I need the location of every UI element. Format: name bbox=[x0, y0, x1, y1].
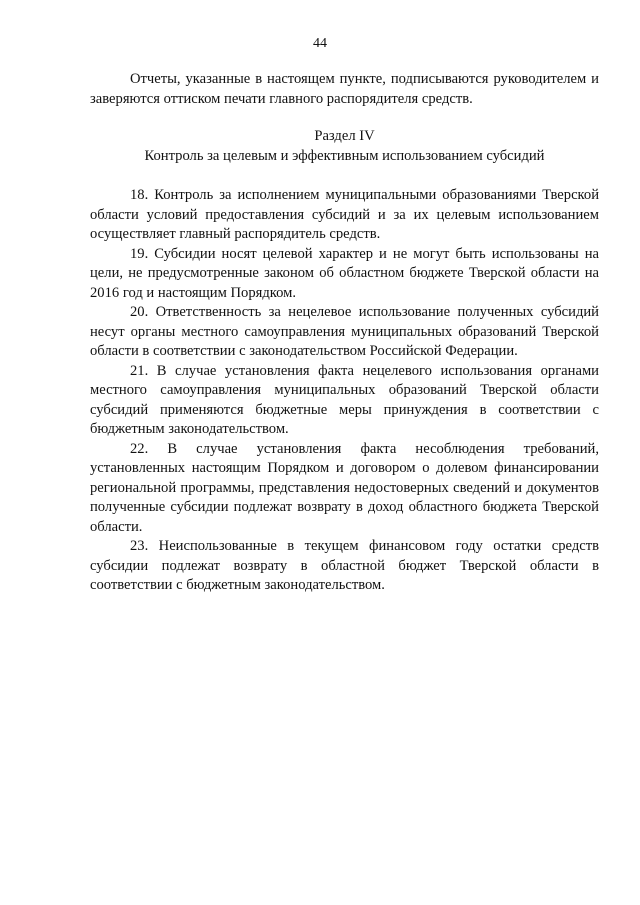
section-title: Контроль за целевым и эффективным использованием субсидий bbox=[144, 147, 545, 164]
paragraph-19: 19. Субсидии носят целевой характер и не могут быть использованы на цели, не предусмотренные законом об областном бюджете Тверской области на 2016 год и настоящим Порядком. bbox=[90, 245, 599, 301]
page-number: 44 bbox=[313, 36, 327, 51]
paragraph-18: 18. Контроль за исполнением муниципальными образованиями Тверской области условий предоставления субсидий и за их целевым использованием осуществляет главный распорядитель средств. bbox=[90, 187, 599, 242]
section-heading: Раздел IV bbox=[314, 128, 375, 144]
paragraph-21: 21. В случае установления факта нецелевого использования органами местного самоуправления муниципальных образований Тверской области субсидий применяются бюджетные меры принуждения в соответствии с бюджетным законодательством. bbox=[90, 362, 599, 437]
paragraph-22: 22. В случае установления факта несоблюдения требований, установленных настоящим Порядком и договором о долевом финансировании региональной программы, представления недостоверных сведений и документов полученные субсидии подлежат возврату в доход областного бюджета Тверской области. bbox=[90, 440, 599, 535]
paragraph-23: 23. Неиспользованные в текущем финансовом году остатки средств субсидии подлежат возврату в областной бюджет Тверской области в соответствии с бюджетным законодательством. bbox=[90, 538, 599, 593]
intro-paragraph: Отчеты, указанные в настоящем пункте, подписываются руководителем и заверяются оттиском печати главного распорядителя средств. bbox=[90, 71, 599, 107]
document-body bbox=[90, 70, 599, 596]
paragraph-20: 20. Ответственность за нецелевое использование полученных субсидий несут органы местного самоуправления муниципальных образований Тверской области в соответствии с законодательством Российской Федерации. bbox=[90, 304, 599, 359]
